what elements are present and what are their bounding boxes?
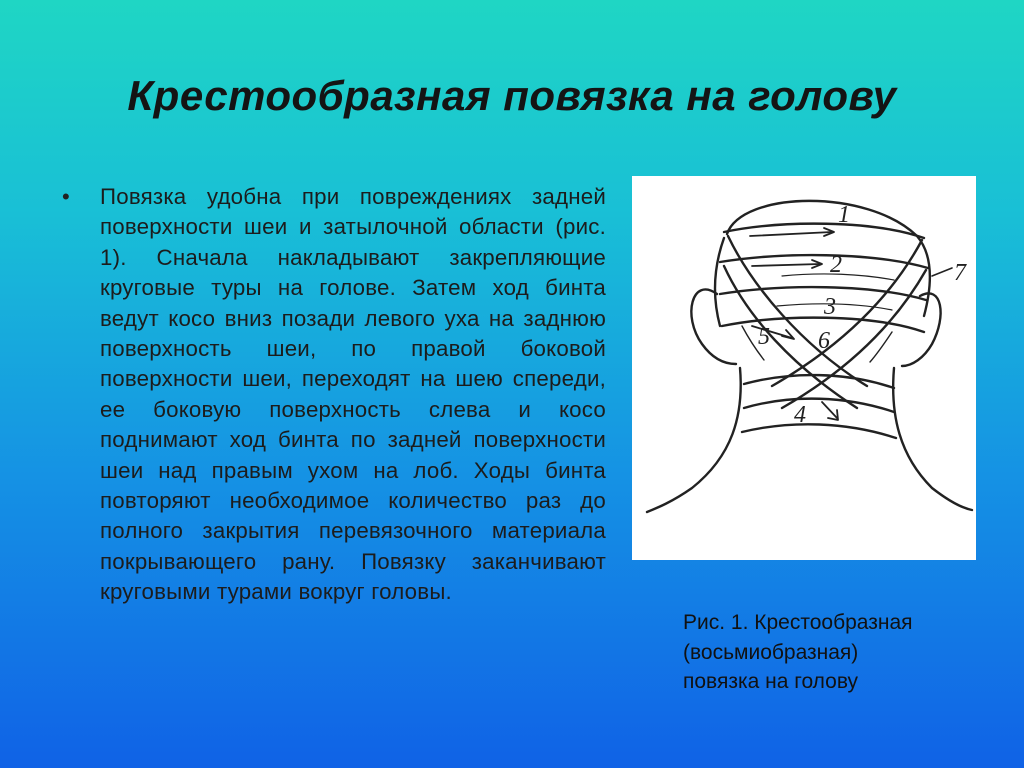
label-5: 5	[758, 324, 770, 350]
bullet-point: •	[62, 184, 70, 209]
label-2: 2	[830, 252, 842, 278]
bandage-description-text: Повязка удобна при повреждениях задней поверхности шеи и затылочной области (рис. 1). Сначала накладывают закрепляющие круговые туры на голове. Затем ход бинта ведут косо вниз позади левого уха на заднюю поверхность шеи, по правой боковой поверхности шеи, переходят на шею спереди, ее боковую поверхность слева и косо поднимают ход бинта по задней поверхности шеи над правым ухом на лоб. Ходы бинта повторяют необходимое количество раз до полного закрытия перевязочного материала покрывающего рану. Повязку заканчивают круговыми турами вокруг головы.	[100, 184, 606, 605]
label-1: 1	[838, 202, 850, 228]
slide-title: Крестообразная повязка на голову	[127, 72, 897, 119]
caption-line-2: (восьмиобразная)	[683, 640, 859, 664]
figure-caption	[683, 608, 983, 697]
bullet-item	[62, 182, 606, 608]
label-4: 4	[794, 402, 806, 428]
caption-line-1: Рис. 1. Крестообразная	[683, 611, 913, 634]
bandage-illustration	[632, 176, 976, 560]
label-6: 6	[818, 328, 830, 354]
caption-line-3: повязка на голову	[683, 670, 859, 693]
figure-image-box	[632, 176, 976, 560]
label-7: 7	[954, 260, 966, 286]
label-3: 3	[824, 294, 836, 320]
